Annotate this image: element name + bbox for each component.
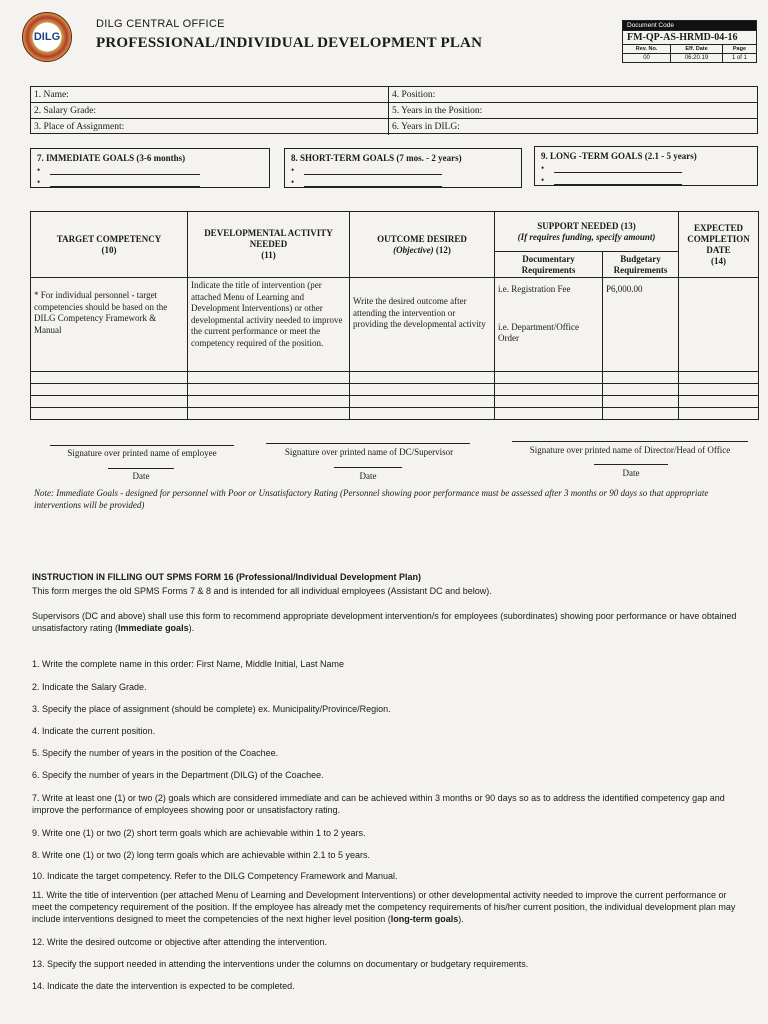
employee-signature-label: Signature over printed name of employee xyxy=(67,448,217,458)
supervisor-date-line[interactable] xyxy=(334,467,402,468)
eff-value: 06.20.19 xyxy=(671,54,723,63)
outcome-cell[interactable]: Write the desired outcome after attending the intervention or providing the developmental activity xyxy=(350,278,495,372)
position-field[interactable]: 4. Position: xyxy=(392,90,436,100)
form-title: PROFESSIONAL/INDIVIDUAL DEVELOPMENT PLAN xyxy=(96,35,483,51)
instruction-item: 9. Write one (1) or two (2) short term goals which are achievable within 1 to 2 years. xyxy=(32,828,366,838)
instruction-item: 3. Specify the place of assignment (should be complete) ex. Municipality/Province/Region. xyxy=(32,704,391,714)
target-competency-cell[interactable]: * For individual personnel - target competencies should be based on the DILG Competency Framework & Manual xyxy=(31,278,188,372)
name-field[interactable]: 1. Name: xyxy=(31,87,389,102)
instruction-item: 2. Indicate the Salary Grade. xyxy=(32,682,147,692)
info-row xyxy=(31,87,757,103)
instruction-item: 1. Write the complete name in this order: First Name, Middle Initial, Last Name xyxy=(32,659,344,669)
outcome-desired-header: OUTCOME DESIRED (Objective) (12) xyxy=(350,212,495,278)
info-row xyxy=(31,119,757,135)
budgetary-cell[interactable]: P6,000.00 xyxy=(603,278,679,372)
instruction-item: 6. Specify the number of years in the Department (DILG) of the Coachee. xyxy=(32,770,324,780)
doc-code-label: Document Code xyxy=(623,21,757,31)
place-assignment-field[interactable]: 3. Place of Assignment: xyxy=(31,119,389,135)
page-value: 1 of 1 xyxy=(722,54,756,63)
instruction-item: 8. Write one (1) or two (2) long term goals which are achievable within 2.1 to 5 years. xyxy=(32,850,370,860)
long-term-goals-box xyxy=(534,146,758,186)
immediate-goals-title: 7. IMMEDIATE GOALS (3-6 months) xyxy=(37,153,186,163)
goal-line[interactable]: • xyxy=(37,177,263,187)
short-term-goals-title: 8. SHORT-TERM GOALS (7 mos. - 2 years) xyxy=(291,153,462,163)
document-code-box xyxy=(622,20,757,63)
goal-line[interactable]: • xyxy=(541,175,751,185)
support-needed-header: SUPPORT NEEDED (13) (If requires funding, specify amount) xyxy=(495,212,679,252)
developmental-activity-cell[interactable]: Indicate the title of intervention (per attached Menu of Learning and Development Interventions) or other developmental activity needed to improve the current performance or meet the competency required of the position. xyxy=(188,278,350,372)
salary-grade-field[interactable]: 2. Salary Grade: xyxy=(31,103,389,118)
instruction-item: 4. Indicate the current position. xyxy=(32,726,156,736)
instructions-intro: This form merges the old SPMS Forms 7 & 8 and is intended for all individual employees (Assistant DC and below). xyxy=(32,586,492,596)
doc-code: FM-QP-AS-HRMD-04-16 xyxy=(623,31,757,45)
employee-date-label: Date xyxy=(132,471,150,481)
goal-line[interactable]: • xyxy=(541,163,751,173)
table-row xyxy=(31,408,759,420)
director-signature-label: Signature over printed name of Director/Head of Office xyxy=(529,445,731,455)
years-dilg-field[interactable]: 6. Years in DILG: xyxy=(392,122,460,132)
office-name: DILG CENTRAL OFFICE xyxy=(96,18,225,30)
director-date-line[interactable] xyxy=(594,464,668,465)
instruction-item: 13. Specify the support needed in attending the interventions under the columns on documentary or budgetary requirements. xyxy=(32,959,529,969)
employee-signature-line[interactable] xyxy=(50,445,234,446)
note-text: Note: Immediate Goals - designed for personnel with Poor or Unsatisfactory Rating (Personnel showing poor performance must be assessed after 3 months or 90 days so that appropriate interventions will be provided) xyxy=(34,488,709,510)
instructions-supervisors: Supervisors (DC and above) shall use this form to recommend appropriate development intervention/s for employees (subordinates) showing poor performance or have obtained unsatisfactory rating (Immediate goals). xyxy=(32,611,737,633)
developmental-activity-header: DEVELOPMENTAL ACTIVITY NEEDED (11) xyxy=(188,212,350,278)
table-row xyxy=(31,384,759,396)
years-position-field[interactable]: 5. Years in the Position: xyxy=(392,106,483,116)
rev-value: 00 xyxy=(623,54,671,63)
table-row xyxy=(31,396,759,408)
employee-info-table xyxy=(30,86,758,134)
instruction-item: 7. Write at least one (1) or two (2) goals which are considered immediate and can be achieved within 3 months or 90 days so as to address the identified competency gap and improve the performance of employees showing poor or unsatisfactory rating. xyxy=(32,793,725,815)
dilg-logo xyxy=(22,12,72,62)
goal-line[interactable]: • xyxy=(291,165,515,175)
table-row xyxy=(31,372,759,384)
director-date-label: Date xyxy=(622,468,640,478)
immediate-goals-box xyxy=(30,148,270,188)
development-plan-table xyxy=(30,211,759,420)
expected-completion-header: EXPECTED COMPLETION DATE (14) xyxy=(679,212,759,278)
director-signature-line[interactable] xyxy=(512,441,748,442)
short-term-goals-box xyxy=(284,148,522,188)
documentary-cell[interactable]: i.e. Registration Fee i.e. Department/Office Order xyxy=(495,278,603,372)
completion-date-cell[interactable] xyxy=(679,278,759,372)
supervisor-date-label: Date xyxy=(359,471,377,481)
target-competency-header: TARGET COMPETENCY (10) xyxy=(31,212,188,278)
instruction-item: 14. Indicate the date the intervention is expected to be completed. xyxy=(32,981,295,991)
instruction-item: 5. Specify the number of years in the position of the Coachee. xyxy=(32,748,279,758)
long-term-goals-title: 9. LONG -TERM GOALS (2.1 - 5 years) xyxy=(541,151,697,161)
employee-date-line[interactable] xyxy=(108,468,174,469)
eff-label: Eff. Date xyxy=(671,45,723,54)
instruction-item: 10. Indicate the target competency. Refer to the DILG Competency Framework and Manual. xyxy=(32,871,398,881)
instruction-item: 12. Write the desired outcome or objective after attending the intervention. xyxy=(32,937,328,947)
supervisor-signature-label: Signature over printed name of DC/Supervisor xyxy=(284,447,454,457)
supervisor-signature-line[interactable] xyxy=(266,443,470,444)
documentary-header: Documentary Requirements xyxy=(495,252,603,278)
instructions-title: INSTRUCTION IN FILLING OUT SPMS FORM 16 (Professional/Individual Development Plan) xyxy=(32,572,422,582)
info-row xyxy=(31,103,757,119)
logo-text: DILG xyxy=(33,31,61,43)
page-label: Page xyxy=(722,45,756,54)
goal-line[interactable]: • xyxy=(37,165,263,175)
instruction-item: 11. Write the title of intervention (per attached Menu of Learning and Development Interventions) or other developmental activity needed to improve the current performance or meet the competency requirement of the position. If the employee has already met the competency requirements of his/her current position, the individual development plan may include interventions designed to meet the competencies of the next higher level position (long-term goals). xyxy=(32,890,736,924)
rev-label: Rev. No. xyxy=(623,45,671,54)
budgetary-header: Budgetary Requirements xyxy=(603,252,679,278)
goal-line[interactable]: • xyxy=(291,177,515,187)
